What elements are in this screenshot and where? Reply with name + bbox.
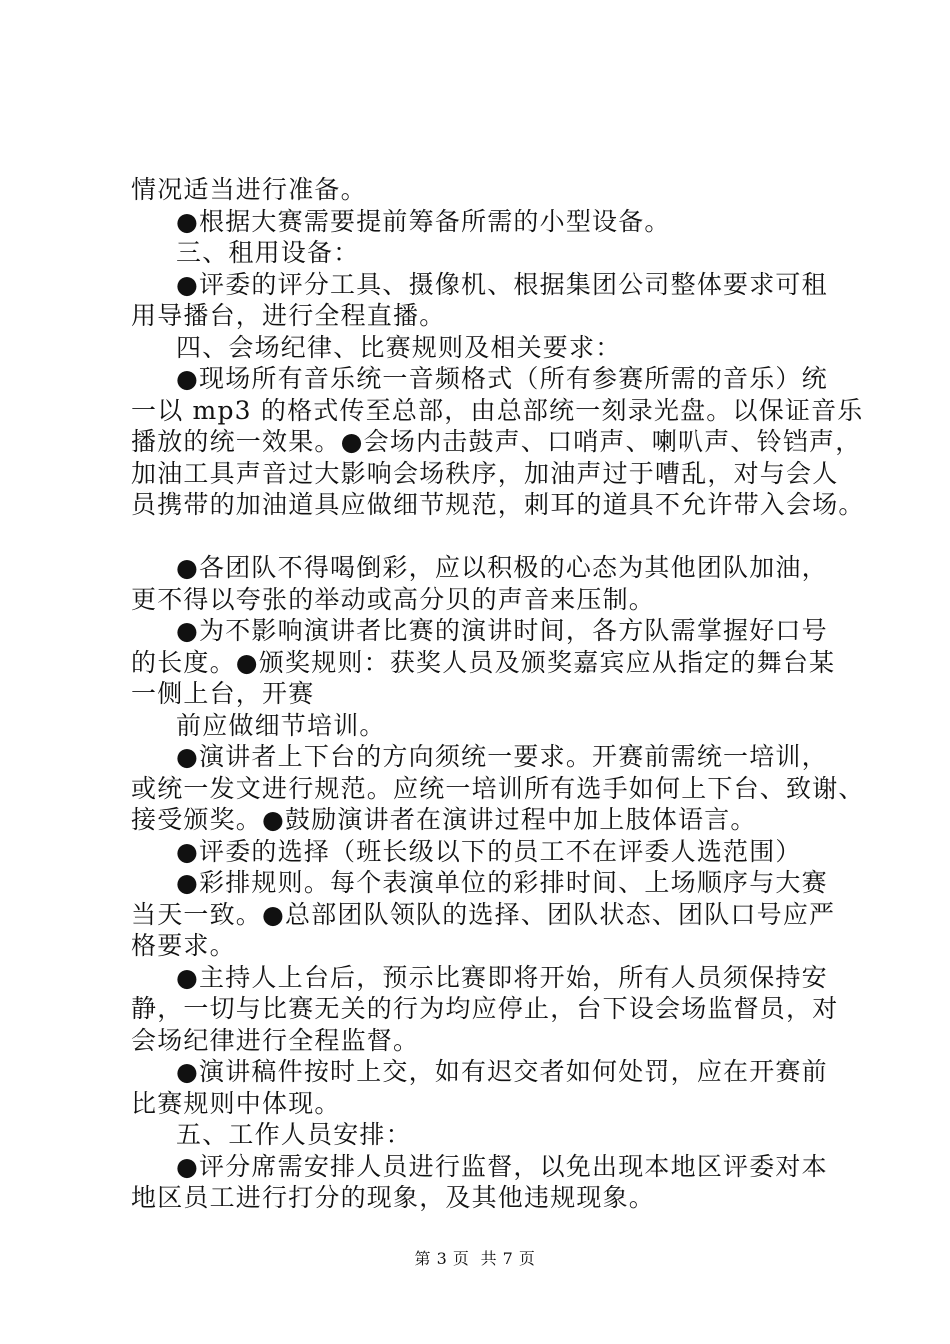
paragraph-gap: [131, 521, 861, 553]
text-line: 会场纪律进行全程监督。: [131, 1025, 420, 1055]
text-line: 前应做细节培训。: [176, 710, 386, 740]
text-line: 当天一致。●总部团队领队的选择、团队状态、团队口号应严: [131, 899, 836, 929]
text-line: 四、会场纪律、比赛规则及相关要求：: [176, 332, 622, 362]
text-line: ●演讲者上下台的方向须统一要求。开赛前需统一培训，: [176, 742, 828, 771]
text-line: 比赛规则中体现。: [131, 1088, 341, 1118]
text-line: ●主持人上台后，预示比赛即将开始，所有人员须保持安: [176, 962, 828, 992]
text-line: 的长度。●颁奖规则：获奖人员及颁奖嘉宾应从指定的舞台某: [131, 647, 836, 677]
text-line: 更不得以夸张的举动或高分贝的声音来压制。: [131, 584, 656, 614]
text-line: 情况适当进行准备。: [131, 175, 367, 204]
text-line: 静，一切与比赛无关的行为均应停止，台下设会场监督员，对: [131, 994, 839, 1023]
text-line: ●演讲稿件按时上交，如有迟交者如何处罚，应在开赛前: [176, 1057, 828, 1086]
text-line: 加油工具声音过大影响会场秩序，加油声过于嘈乱，对与会人: [131, 458, 839, 488]
text-line: 地区员工进行打分的现象，及其他违规现象。: [131, 1183, 656, 1212]
text-line: ●评分席需安排人员进行监督，以免出现本地区评委对本: [176, 1151, 828, 1181]
text-line: 一侧上台，开赛: [131, 679, 315, 708]
text-line: 格要求。: [131, 931, 236, 960]
text-line: ●各团队不得喝倒彩，应以积极的心态为其他团队加油，: [176, 553, 828, 582]
text-line: ●现场所有音乐统一音频格式（所有参赛所需的音乐）统: [176, 364, 828, 393]
text-line: ●彩排规则。每个表演单位的彩排时间、上场顺序与大赛: [176, 868, 828, 897]
text-line: ●根据大赛需要提前筹备所需的小型设备。: [176, 206, 671, 236]
text-line: 或统一发文进行规范。应统一培训所有选手如何上下台、致谢、: [131, 773, 865, 803]
text-line: ●评委的评分工具、摄像机、根据集团公司整体要求可租: [176, 269, 828, 299]
text-line: ●为不影响演讲者比赛的演讲时间，各方队需掌握好口号: [176, 616, 828, 645]
text-line: 三、租用设备：: [176, 238, 360, 267]
document-body: [131, 174, 865, 1214]
text-line: 员携带的加油道具应做细节规范，刺耳的道具不允许带入会场。: [131, 490, 865, 519]
text-line: 一以 mp3 的格式传至总部，由总部统一刻录光盘。以保证音乐: [131, 395, 864, 425]
page-footer: 第 3 页 共 7 页: [414, 1249, 536, 1268]
text-line: 接受颁奖。●鼓励演讲者在演讲过程中加上肢体语言。: [131, 805, 757, 834]
text-line: 播放的统一效果。●会场内击鼓声、口哨声、喇叭声、铃铛声，: [131, 427, 862, 456]
text-line: ●评委的选择（班长级以下的员工不在评委人选范围）: [176, 836, 802, 866]
text-line: 五、工作人员安排：: [176, 1120, 412, 1149]
text-line: 用导播台，进行全程直播。: [131, 301, 446, 330]
